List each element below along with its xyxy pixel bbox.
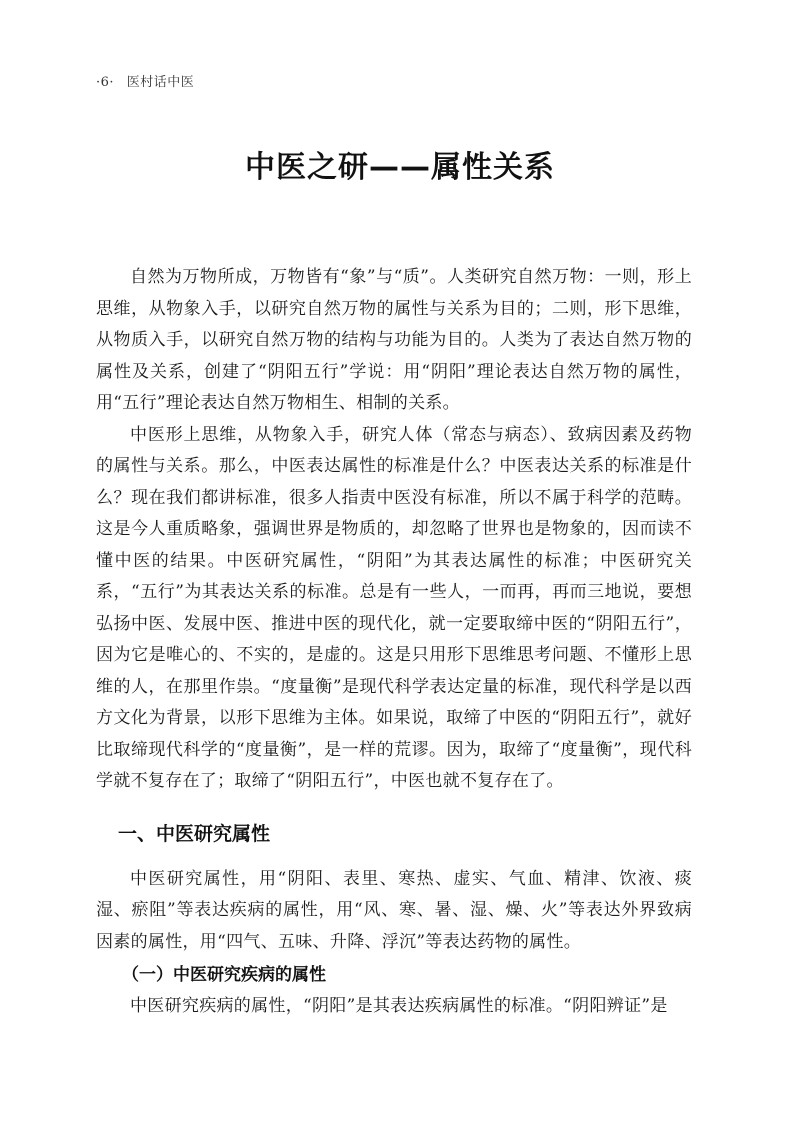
paragraph-intro: 自然为万物所成，万物皆有“象”与“质”。人类研究自然万物：一则，形上思维，从物象入手，以研究自然万物的属性与关系为目的；二则，形下思维，从物质入手，以研究自然万物的结构与功能为目的。人类为了表达自然万物的属性及关系，创建了“阴阳五行”学说：用“阴阳”理论表达自然万物的属性，用“五行”理论表达自然万物相生、相制的关系。 [96, 267, 692, 413]
section-heading: 一、中医研究属性 [118, 822, 271, 845]
paragraph-standards: 中医形上思维，从物象入手，研究人体（常态与病态）、致病因素及药物的属性与关系。那么，中医表达属性的标准是什么？中医表达关系的标准是什么？现在我们都讲标准，很多人指责中医没有标准，所以不属于科学的范畴。这是今人重质略象，强调世界是物质的，却忽略了世界也是物象的，因而读不懂中医的结果。中医研究属性，“阴阳”为其表达属性的标准；中医研究关系，“五行”为其表达关系的标准。总是有一些人，一而再，再而三地说，要想弘扬中医、发展中医、推进中医的现代化，就一定要取缔中医的“阴阳五行”，因为它是唯心的、不实的，是虚的。这是只用形下思维思考问题、不懂形上思维的人，在那里作祟。“度量衡”是现代科学表达定量的标准，现代科学是以西方文化为背景，以形下思维为主体。如果说，取缔了中医的“阴阳五行”，就好比取缔现代科学的“度量衡”，是一样的荒谬。因为，取缔了“度量衡”，现代科学就不复存在了；取缔了“阴阳五行”，中医也就不复存在了。 [96, 424, 692, 791]
page-number: ·6· [96, 75, 115, 90]
section-paragraph: 中医研究属性，用“阴阳、表里、寒热、虚实、气血、精津、饮液、痰湿、瘀阻”等表达疾病的属性，用“风、寒、暑、湿、燥、火”等表达外界致病因素的属性，用“四气、五味、升降、浮沉”等表达药物的属性。 [96, 868, 692, 952]
chapter-title: 中医之研——属性关系 [245, 150, 555, 185]
subsection-paragraph: 中医研究疾病的属性，“阴阳”是其表达疾病属性的标准。“阴阳辨证”是 [130, 996, 668, 1016]
article-body [96, 262, 692, 1023]
book-title: 医村话中医 [126, 75, 195, 90]
running-head [96, 71, 194, 90]
subsection-heading: （一）中医研究疾病的属性 [122, 965, 326, 985]
